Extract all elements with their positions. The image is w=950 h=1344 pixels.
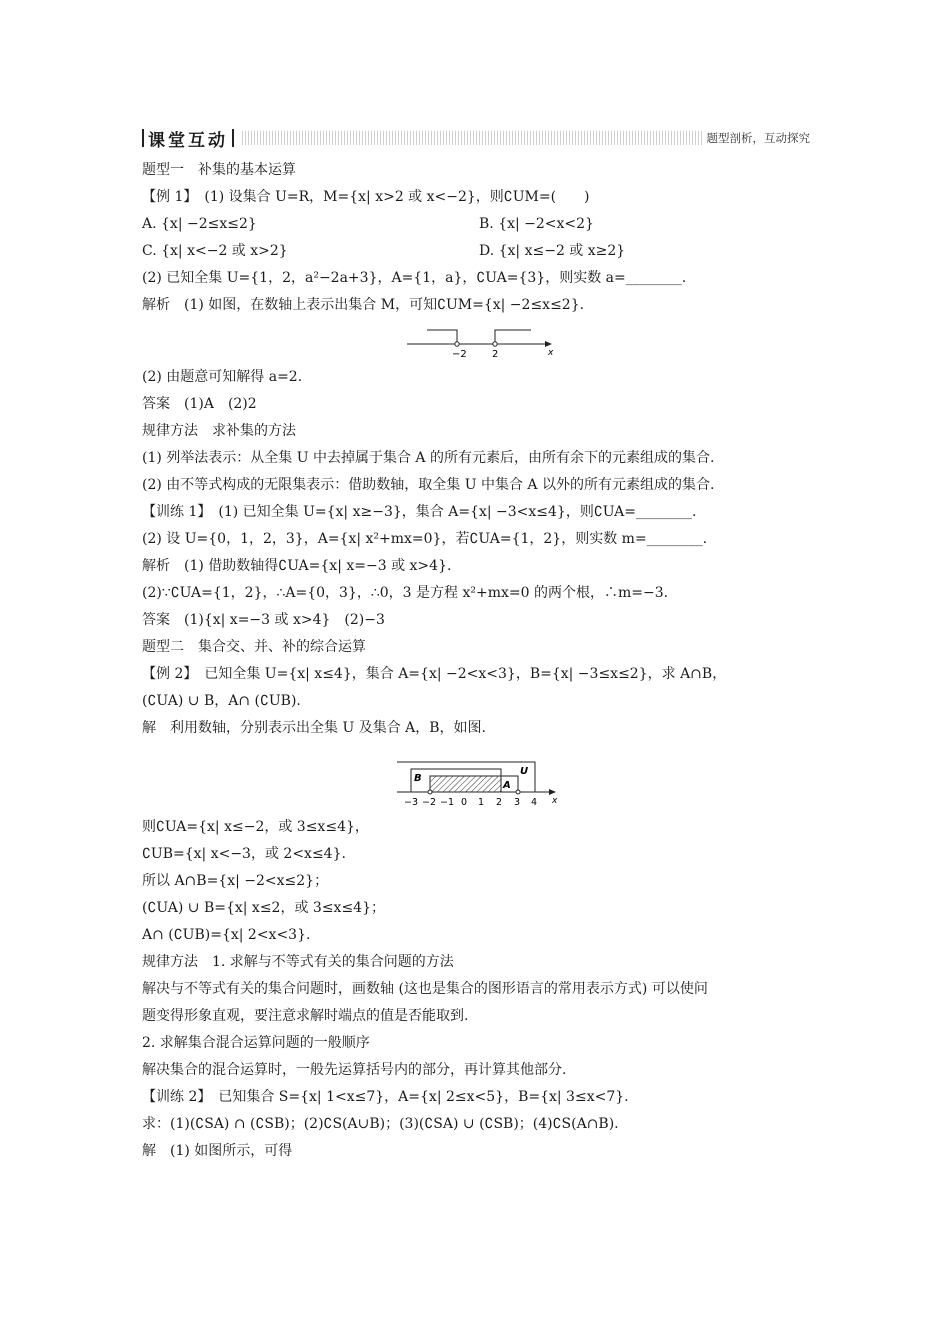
method-title-1: 规律方法 求补集的方法 [142, 423, 296, 439]
method-2-subtitle: 2. 求解集合混合运算问题的一般顺序 [142, 1035, 370, 1051]
fig1-axis-label: x [548, 348, 554, 358]
fig2-tick-1: 1 [478, 797, 485, 808]
fig2-axis-label: x [552, 796, 558, 806]
fig1-label-neg2: −2 [452, 349, 467, 360]
fig2-tick-3: 3 [514, 797, 521, 808]
example-2-result-2: ∁UB={x| x<−3，或 2<x≤4}. [142, 846, 346, 862]
header-title: 课堂互动 [148, 130, 228, 151]
header-bar-right [232, 129, 234, 147]
option-d: D. {x| x≤−2 或 x≥2} [479, 243, 626, 259]
training-2-solution: 解 (1) 如图所示，可得 [142, 1143, 293, 1159]
fig2-label-u: U [520, 766, 529, 777]
method-2-text-3: 解决集合的混合运算时，一般先运算括号内的部分，再计算其他部分. [142, 1062, 567, 1078]
section-title-2: 题型二 集合交、并、补的综合运算 [142, 639, 366, 655]
fig2-tick-neg3: −3 [404, 797, 419, 808]
training-1-analysis-2: (2)∵∁UA={1，2}，∴A={0，3}，∴0，3 是方程 x²+mx=0 的两个根，∴m=−3. [142, 585, 669, 601]
example-2-result-5: A∩ (∁UB)={x| 2<x<3}. [142, 927, 311, 943]
training-1-question: 【训练 1】 (1) 已知全集 U={x| x≥−3}，集合 A={x| −3<x≤4}，则∁UA=________. [142, 504, 697, 520]
example-1-options-row-1 [142, 215, 812, 233]
method-2-text-2: 题变得形象直观，要注意求解时端点的值是否能取到. [142, 1008, 469, 1024]
example-1-analysis: 解析 (1) 如图，在数轴上表示出集合 M，可知∁UM={x| −2≤x≤2}. [142, 297, 585, 313]
training-2-question: 【训练 2】 已知集合 S={x| 1<x≤7}，A={x| 2≤x<5}，B={x| 3≤x<7}. [142, 1089, 629, 1105]
fig2-label-b: B [414, 773, 422, 784]
method-1-item-2: (2) 由不等式构成的无限集表示：借助数轴，取全集 U 中集合 A 以外的所有元素组成的集合. [142, 477, 715, 493]
example-1-options-row-2 [142, 242, 812, 260]
number-line-figure-2 [397, 747, 567, 809]
example-1-question: 【例 1】 (1) 设集合 U=R，M={x| x>2 或 x<−2}，则∁UM=( ) [142, 189, 590, 205]
example-2-question-cont: (∁UA) ∪ B，A∩ (∁UB). [142, 693, 301, 709]
option-a: A. {x| −2≤x≤2} [142, 216, 257, 232]
number-line-figure-1 [407, 324, 557, 362]
method-1-item-1: (1) 列举法表示：从全集 U 中去掉属于集合 A 的所有元素后，由所有余下的元素组成的集合. [142, 450, 715, 466]
training-1-analysis: 解析 (1) 借助数轴得∁UA={x| x=−3 或 x>4}. [142, 558, 452, 574]
section-header [142, 125, 812, 151]
option-c: C. {x| x<−2 或 x>2} [142, 243, 288, 259]
example-2-result-1: 则∁UA={x| x≤−2，或 3≤x≤4}， [142, 819, 369, 835]
section-title-1: 题型一 补集的基本运算 [142, 162, 296, 178]
method-title-2: 规律方法 1. 求解与不等式有关的集合问题的方法 [142, 954, 454, 970]
example-1-answer: 答案 (1)A (2)2 [142, 396, 257, 412]
training-2-tasks: 求：(1)(∁SA) ∩ (∁SB)；(2)∁S(A∪B)；(3)(∁SA) ∪ (∁SB)；(4)∁S(A∩B). [142, 1116, 619, 1132]
training-1-answer: 答案 (1){x| x=−3 或 x>4} (2)−3 [142, 612, 385, 628]
document-page [142, 125, 812, 1159]
option-b: B. {x| −2<x<2} [479, 216, 594, 232]
fig1-label-2: 2 [492, 349, 499, 360]
example-2-result-3: 所以 A∩B={x| −2<x≤2}； [142, 873, 329, 889]
fig2-tick-0: 0 [461, 797, 468, 808]
example-1-part-2: (2) 已知全集 U={1，2，a²−2a+3}，A={1，a}，∁UA={3}，则实数 a=________. [142, 270, 687, 286]
fig2-tick-4: 4 [531, 797, 538, 808]
fig2-label-a: A [503, 780, 511, 791]
example-2-result-4: (∁UA) ∪ B={x| x≤2，或 3≤x≤4}； [142, 900, 385, 916]
header-subtitle: 题型剖析，互动探究 [703, 130, 811, 146]
example-2-solution: 解 利用数轴，分别表示出全集 U 及集合 A，B，如图. [142, 720, 486, 736]
example-2-question: 【例 2】 已知全集 U={x| x≤4}，集合 A={x| −2<x<3}，B={x| −3≤x≤2}，求 A∩B， [142, 666, 727, 682]
fig2-tick-neg1: −1 [440, 797, 455, 808]
fig2-intersection-hatch [430, 776, 501, 792]
method-2-text-1: 解决与不等式有关的集合问题时，画数轴 (这也是集合的图形语言的常用表示方式) 可以使问 [142, 981, 708, 997]
example-1-analysis-2: (2) 由题意可知解得 a=2. [142, 369, 303, 385]
fig2-tick-2: 2 [496, 797, 503, 808]
training-1-part-2: (2) 设 U={0，1，2，3}，A={x| x²+mx=0}，若∁UA={1，2}，则实数 m=________. [142, 531, 708, 547]
fig2-tick-neg2: −2 [422, 797, 437, 808]
